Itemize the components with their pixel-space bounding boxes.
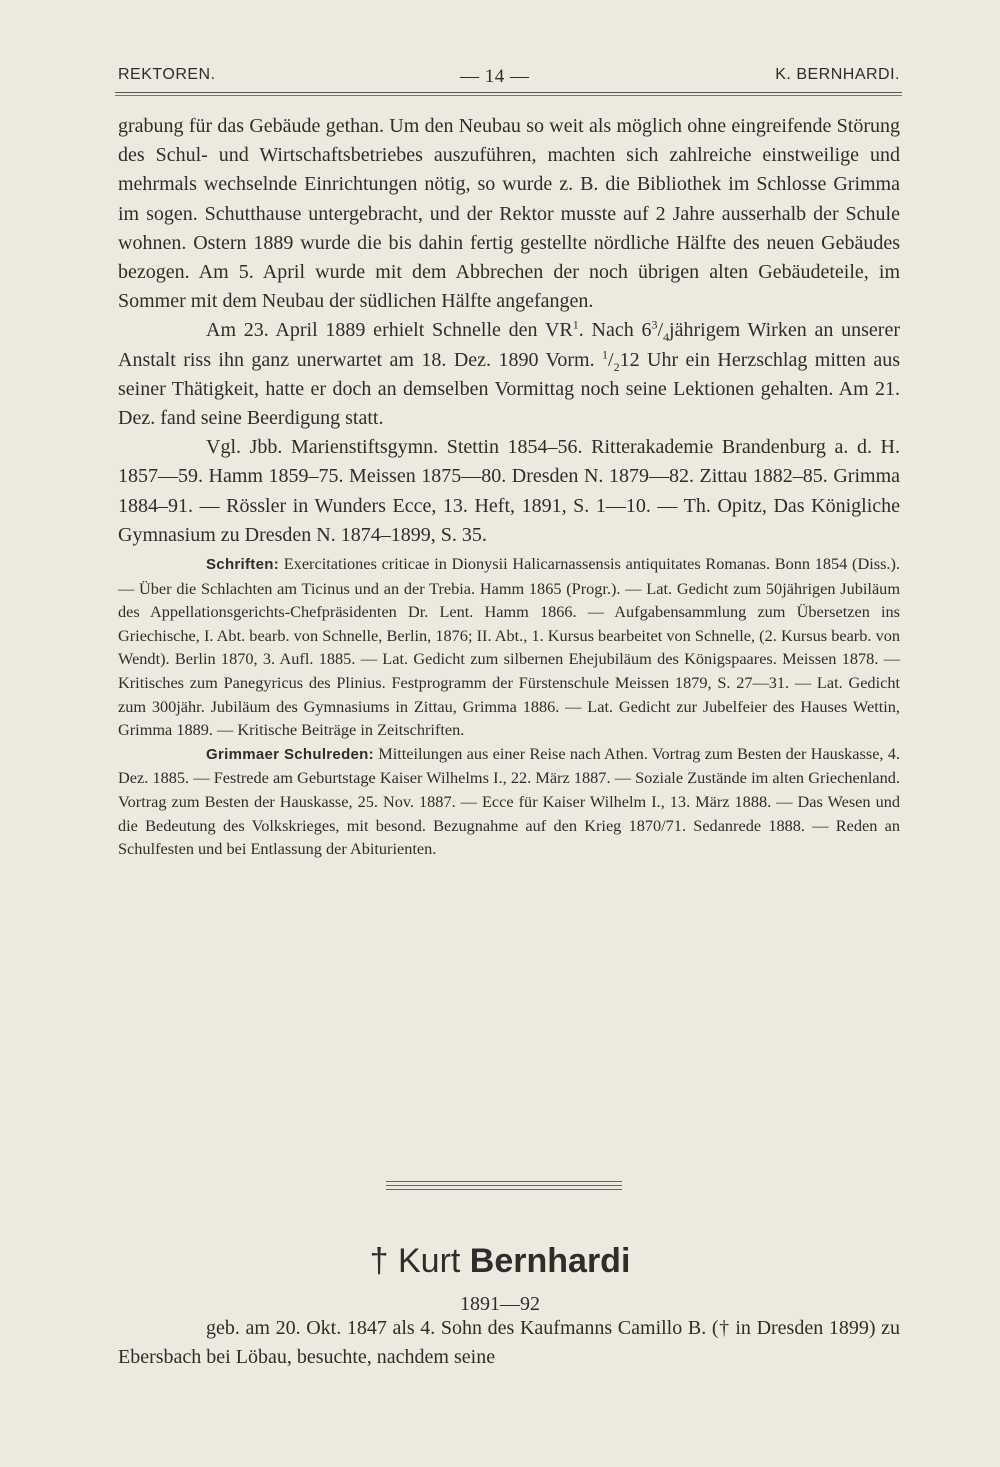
schulreden-text: Mitteilungen aus einer Reise nach Athen. Vortrag zum Besten der Hauskasse, 4. Dez. 1885. — Festrede am Geburtstage Kaiser Wilhelms I., 22. März 1887. — Soziale Zustände im alten Griechenland. Vortrag zum Besten der Hauskasse, 25. Nov. 1887. — Ecce für Kaiser Wilhelm I., 13. März 1888. — Das Wesen und die Bedeutung des Volkskrieges, mit besond. Bezugnahme auf den Krieg 1870/71. Sedanrede 1888. — Reden an Schulfesten und bei Entlassung der Abiturienten. (118, 743, 900, 859)
schriften-label: Schriften: (206, 556, 280, 574)
section-divider (386, 1181, 622, 1182)
schriften-entry (118, 552, 900, 742)
section-heading (0, 1242, 1000, 1281)
section-divider-bottom (386, 1189, 622, 1190)
schulreden-entry (118, 742, 900, 861)
header-rule-second (115, 95, 902, 96)
heading-surname: Bernhardi (469, 1242, 631, 1280)
tenure-years: 1891—92 (460, 1293, 540, 1315)
bio-text (118, 1314, 900, 1372)
heading-firstname: Kurt (397, 1242, 461, 1280)
header-right: K. BERNHARDI. (775, 66, 900, 83)
cross-symbol: † (369, 1242, 389, 1280)
schulreden-label: Grimmaer Schulreden: (206, 745, 374, 763)
bibliography (118, 552, 900, 861)
header-left: REKTOREN. (118, 66, 216, 83)
section-divider-middle (386, 1185, 622, 1186)
paragraph-1: grabung für das Gebäude gethan. Um den Neubau so weit als möglich ohne eingreifende Störung des Schul- und Wirtschaftsbetriebes auszuführen, machten sich zahlreiche einstweilige und mehrmals wechselnde Einrichtungen nötig, so wurde z. B. die Bibliothek im Schlosse Grimma im sogen. Schutthause untergebracht, und der Rektor musste auf 2 Jahre ausserhalb der Schule wohnen. Ostern 1889 wurde die bis dahin fertig gestellte nördliche Hälfte des neuen Gebäudes bezogen. Am 5. April wurde mit dem Abbrechen der noch übrigen alten Gebäudeteile, im Sommer mit dem Neubau der südlichen Hälfte angefangen. (118, 115, 900, 313)
bio-paragraph-1: geb. am 20. Okt. 1847 als 4. Sohn des Kaufmanns Camillo B. († in Dresden 1899) zu Ebersbach bei Löbau, besuchte, nachdem seine (118, 1317, 900, 1369)
main-text (118, 112, 900, 861)
page-number: — 14 — (460, 66, 530, 87)
header-rule (115, 92, 902, 93)
paragraph-2: Am 23. April 1889 erhielt Schnelle den $VR^1$. Nach $6^3/_4jährigem$ Wirken an unserer Anstalt riss ihn ganz unerwartet am 18. Dez. 1890 Vorm. $^1/_212$ Uhr ein Herzschlag mitten aus seiner Thätigkeit, hatte er doch an demselben Vormittag noch seine Lektionen gehalten. Am 21. Dez. fand seine Beerdigung statt. (118, 317, 900, 430)
schriften-text: Exercitationes criticae in Dionysii Halicarnassensis antiquitates Romanas. Bonn 1854 (Diss.). — Über die Schlachten am Ticinus und an der Trebia. Hamm 1865 (Progr.). — Lat. Gedicht zum 50jährigen Jubiläum des Appellationsgerichts-Chefpräsidenten Dr. Lent. Hamm 1866. — Aufgabensammlung zum Übersetzen ins Griechische, I. Abt. bearb. von Schnelle, Berlin, 1876; II. Abt., 1. Kursus bearbeitet von Schnelle, (2. Kursus bearb. von Wendt). Berlin 1870, 3. Aufl. 1885. — Lat. Gedicht zum silbernen Ehejubiläum des Königspaares. Meissen 1878. — Kritisches zum Panegyricus des Plinius. Festprogramm der Fürstenschule Meissen 1879, S. 27—31. — Lat. Gedicht zum 300jähr. Jubiläum des Gymnasiums in Zittau, Grimma 1886. — Lat. Gedicht zur Jubelfeier des Hauses Wettin, Grimma 1889. — Kritische Beiträge in Zeitschriften. (118, 554, 900, 740)
running-header (118, 62, 900, 90)
paragraph-3: Vgl. Jbb. Marienstiftsgymn. Stettin 1854–56. Ritterakademie Brandenburg a. d. H. 1857—59. Hamm 1859–75. Meissen 1875—80. Dresden N. 1879—82. Zittau 1882–85. Grimma 1884–91. — Rössler in Wunders Ecce, 13. Heft, 1891, S. 1—10. — Th. Opitz, Das Königliche Gymnasium zu Dresden N. 1874–1899, S. 35. (118, 436, 900, 546)
